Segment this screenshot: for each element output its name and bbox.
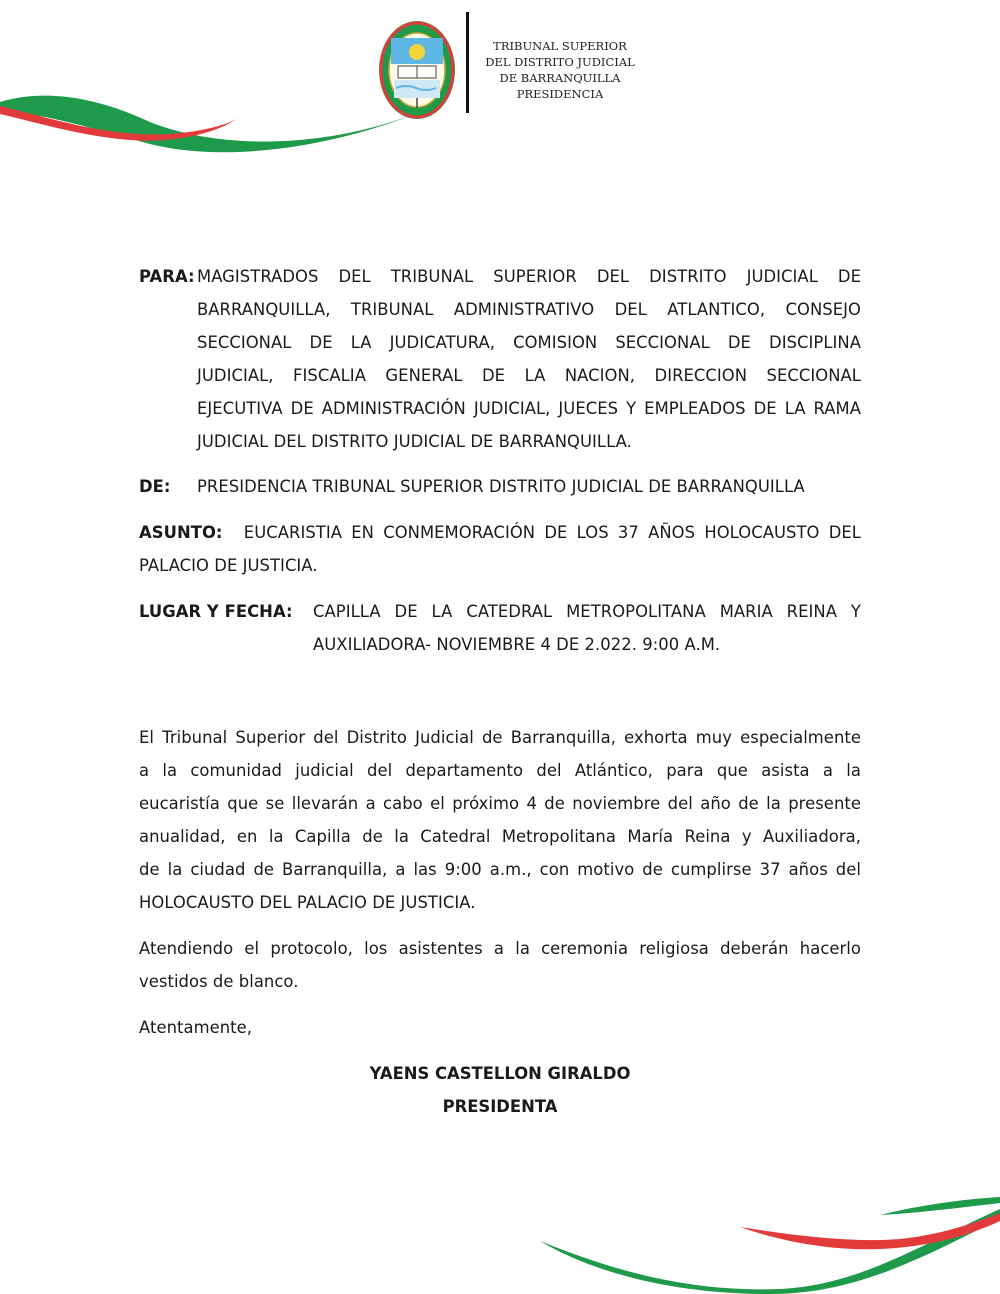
memo-asunto-field [139, 516, 861, 582]
paragraph-line: El Tribunal Superior del Distrito Judicial de Barranquilla, exhorta muy especialmente [139, 728, 861, 747]
signature-block [300, 1057, 700, 1123]
paragraph-line: eucaristía que se llevarán a cabo el próximo 4 de noviembre del año de la presente [139, 794, 861, 813]
signer-name: YAENS CASTELLON GIRALDO [369, 1064, 631, 1083]
para-recipients [197, 260, 861, 458]
memo-de-field [139, 470, 861, 503]
letterhead [372, 10, 652, 120]
para-line: JUDICIAL DEL DISTRITO JUDICIAL DE BARRANQUILLA. [197, 432, 632, 451]
para-line: JUDICIAL, FISCALIA GENERAL DE LA NACION, DIRECCION SECCIONAL [197, 366, 861, 385]
de-label: DE: [139, 477, 171, 496]
asunto-line: PALACIO DE JUSTICIA. [139, 556, 318, 575]
body-paragraph [139, 932, 861, 998]
decorative-swoosh-bottom [520, 1195, 1000, 1294]
paragraph-line: Atendiendo el protocolo, los asistentes a la ceremonia religiosa deberán hacerlo [139, 939, 861, 958]
body-paragraph [139, 721, 861, 919]
lugar-fecha-label: LUGAR Y FECHA: [139, 602, 293, 621]
memo-para-field [139, 260, 861, 458]
signer-title: PRESIDENTA [442, 1097, 558, 1116]
tribunal-seal-logo [376, 18, 458, 122]
institution-line: TRIBUNAL SUPERIOR [493, 39, 627, 53]
paragraph-line: vestidos de blanco. [139, 972, 299, 991]
paragraph-line: a la comunidad judicial del departamento del Atlántico, para que asista a la [139, 761, 861, 780]
institution-name [472, 38, 648, 102]
memo-lugar-fecha-field [139, 595, 861, 661]
lugar-line: AUXILIADORA- NOVIEMBRE 4 DE 2.022. 9:00 A.M. [313, 635, 721, 654]
header-divider [466, 12, 469, 113]
paragraph-line: HOLOCAUSTO DEL PALACIO DE JUSTICIA. [139, 893, 476, 912]
institution-line: DE BARRANQUILLA [499, 71, 621, 85]
lugar-line: CAPILLA DE LA CATEDRAL METROPOLITANA MARIA REINA Y [313, 602, 861, 621]
de-value: PRESIDENCIA TRIBUNAL SUPERIOR DISTRITO JUDICIAL DE BARRANQUILLA [197, 477, 805, 496]
paragraph-line: anualidad, en la Capilla de la Catedral Metropolitana María Reina y Auxiliadora, [139, 827, 861, 846]
institution-line: DEL DISTRITO JUDICIAL [485, 55, 635, 69]
asunto-first-line [139, 516, 861, 549]
asunto-label: ASUNTO: [139, 523, 223, 542]
asunto-line: EUCARISTIA EN CONMEMORACIÓN DE LOS 37 AÑOS HOLOCAUSTO DEL [243, 523, 861, 542]
institution-line: PRESIDENCIA [516, 87, 604, 101]
lugar-fecha-value [313, 595, 861, 661]
closing-salutation: Atentamente, [139, 1018, 253, 1037]
para-line: SECCIONAL DE LA JUDICATURA, COMISION SECCIONAL DE DISCIPLINA [197, 333, 861, 352]
para-label: PARA: [139, 267, 195, 286]
para-line: MAGISTRADOS DEL TRIBUNAL SUPERIOR DEL DISTRITO JUDICIAL DE [197, 267, 861, 286]
para-line: BARRANQUILLA, TRIBUNAL ADMINISTRATIVO DEL ATLANTICO, CONSEJO [197, 300, 861, 319]
para-line: EJECUTIVA DE ADMINISTRACIÓN JUDICIAL, JUECES Y EMPLEADOS DE LA RAMA [197, 399, 861, 418]
paragraph-line: de la ciudad de Barranquilla, a las 9:00 a.m., con motivo de cumplirse 37 años del [139, 860, 861, 879]
